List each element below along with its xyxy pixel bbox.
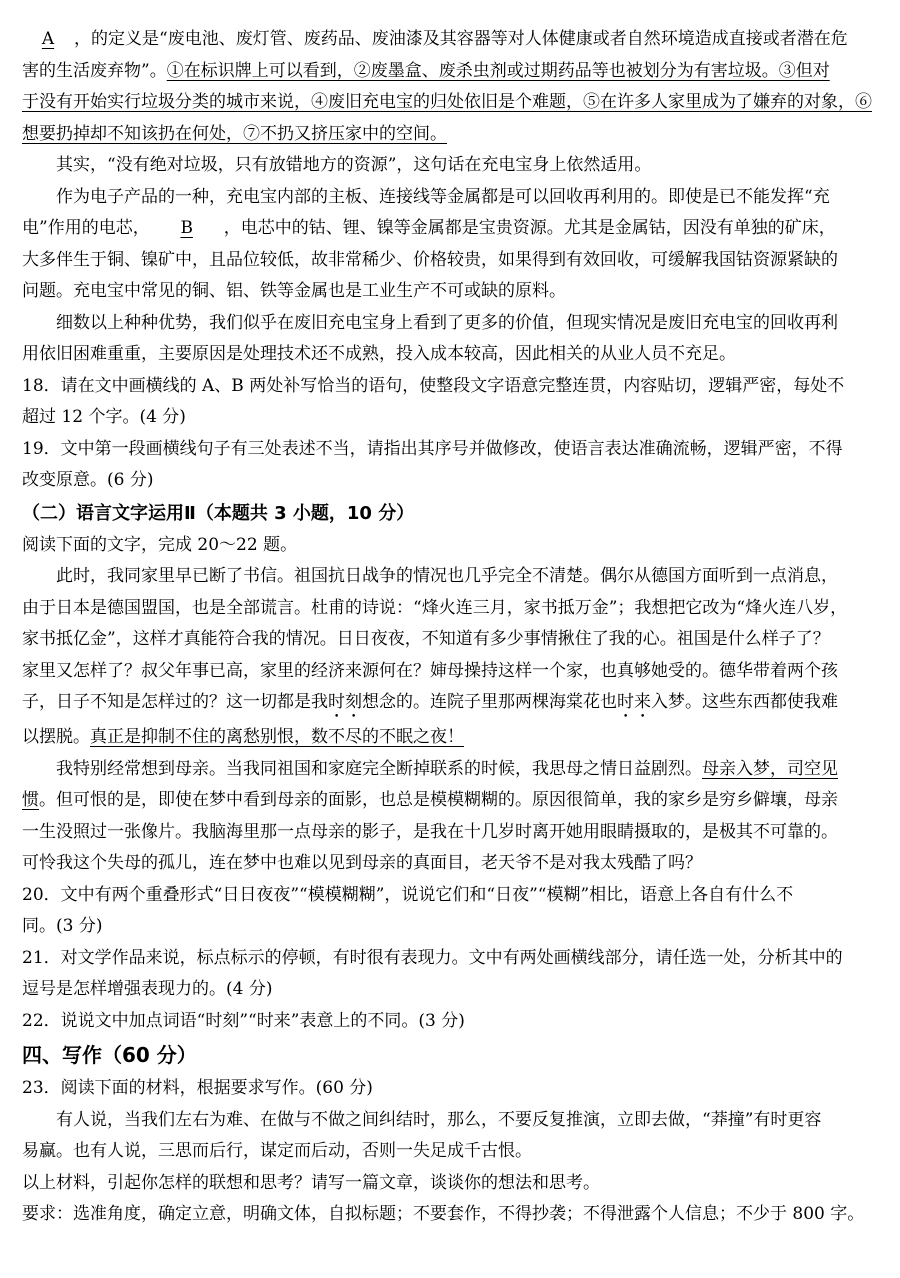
- text: 想念的。连院子里那两棵海棠花也: [362, 692, 617, 712]
- dotted-word-shike: 时刻: [328, 692, 362, 712]
- question-23: 23．阅读下面的材料，根据要求写作。(60 分): [22, 1078, 373, 1098]
- passage-line: [22, 24, 886, 56]
- passage-line: 家里又怎样了？叔父年事已高，家里的经济来源何在？婶母操持这样一个家，也真够她受的。德华带着两个孩: [22, 660, 838, 681]
- underlined-phrase: 真正是抑制不住的离愁别恨，数不尽的不眠之夜！: [90, 727, 464, 747]
- text: ，电芯中的钴、锂、镍等金属都是宝贵资源。尤其是金属钴，因没有单独的矿床，: [223, 218, 836, 238]
- material-prompt: 以上材料，引起你怎样的联想和思考？请写一篇文章，谈谈你的想法和思考。: [22, 1172, 600, 1193]
- question-19: 19．文中第一段画横线句子有三处表述不当，请指出其序号并做修改，使语言表达准确流畅，逻辑严密，不得: [22, 438, 843, 459]
- text: 入梦。这些东西都使我难: [651, 692, 838, 712]
- passage-line: [22, 213, 886, 245]
- underlined-sentence: 于没有开始实行垃圾分类的城市来说，④废旧充电宝的归处依旧是个难题，⑤在许多人家里成为了嫌弃的对象，⑥: [22, 92, 872, 112]
- underlined-phrase: 母亲入梦，司空见: [702, 758, 838, 779]
- passage-line: 细数以上种种优势，我们似乎在废旧充电宝身上看到了更多的价值，但现实情况是废旧充电宝的回收再利: [56, 312, 838, 333]
- underlined-phrase: 惯: [22, 790, 39, 810]
- material-line: 有人说，当我们左右为难、在做与不做之间纠结时，那么，不要反复推演，立即去做，“莽撞”有时更容: [56, 1109, 822, 1130]
- text: 电”作用的电芯，: [22, 218, 150, 238]
- underlined-sentence: ①在标识牌上可以看到，②废墨盒、废杀虫剂或过期药品等也被划分为有害垃圾。③但对: [166, 60, 830, 81]
- text: 我特别经常想到母亲。当我同祖国和家庭完全断掉联系的时候，我思母之情日益剧烈。: [56, 758, 702, 779]
- text: 。但可恨的是，即使在梦中看到母亲的面影，也总是模模糊糊的。原因很简单，我的家乡是穷乡僻壤，母亲: [39, 790, 838, 810]
- text: ，的定义是“废电池、废灯管、废药品、废油漆及其容器等对人体健康或者自然环境造成直接或者潜在危: [74, 29, 848, 49]
- passage-line: [22, 56, 886, 88]
- question-21: 21．对文学作品来说，标点标示的停顿，有时很有表现力。文中有两处画横线部分，请任选一处，分析其中的: [22, 947, 843, 968]
- section-heading-writing: 四、写作（60 分）: [22, 1043, 197, 1067]
- passage-line: [22, 87, 886, 119]
- question-22: 22．说说文中加点词语“时刻”“时来”表意上的不同。(3 分): [22, 1010, 465, 1031]
- passage-line: 问题。充电宝中常见的铜、铝、铁等金属也是工业生产不可或缺的原料。: [22, 281, 566, 301]
- passage-line: [22, 687, 886, 722]
- text: 害的生活废弃物”。: [22, 60, 167, 81]
- question-20: 20．文中有两个重叠形式“日日夜夜”“模模糊糊”，说说它们和“日夜”“模糊”相比，语意上各自有什么不: [22, 884, 794, 905]
- question-18-cont: 超过 12 个字。(4 分): [22, 407, 186, 427]
- question-19-cont: 改变原意。(6 分): [22, 470, 154, 490]
- passage-line: 由于日本是德国盟国，也是全部谎言。杜甫的诗说：“烽火连三月，家书抵万金”；我想把它改为“烽火连八岁，: [22, 597, 848, 618]
- question-18: 18．请在文中画横线的 A、B 两处补写恰当的语句，使整段文字语意完整连贯，内容贴切，逻辑严密，每处不: [22, 375, 845, 396]
- passage-line: 作为电子产品的一种，充电宝内部的主板、连接线等金属都是可以回收再利用的。即使是已不能发挥“充: [56, 186, 830, 207]
- passage-line: 一生没照过一张像片。我脑海里那一点母亲的影子，是我在十几岁时离开她用眼睛摄取的，是极其不可靠的。: [22, 821, 838, 842]
- underlined-sentence: 想要扔掉却不知该扔在何处，⑦不扔又挤压家中的空间。: [22, 123, 447, 144]
- question-20-cont: 同。(3 分): [22, 916, 103, 936]
- text: 以摆脱。: [22, 727, 90, 747]
- blank-a: A: [41, 29, 55, 49]
- passage-line: [22, 119, 886, 151]
- passage-line: 可怜我这个失母的孤儿，连在梦中也难以见到母亲的真面目，老天爷不是对我太残酷了吗？: [22, 853, 702, 873]
- section-heading: （二）语言文字运用Ⅱ（本题共 3 小题，10 分）: [22, 502, 415, 524]
- passage-line: 家书抵亿金”，这样才真能符合我的情况。日日夜夜，不知道有多少事情揪住了我的心。祖国是什么样子了？: [22, 629, 830, 649]
- passage-line: 用依旧困难重重，主要原因是处理技术还不成熟，投入成本较高，因此相关的从业人员不充足。: [22, 344, 736, 364]
- question-21-cont: 逗号是怎样增强表现力的。(4 分): [22, 979, 273, 999]
- text: 子，日子不知是怎样过的？这一切都是我: [22, 692, 328, 712]
- passage-line: [22, 754, 886, 786]
- passage-line: [22, 785, 886, 817]
- passage-line: [22, 722, 886, 754]
- writing-requirements: 要求：选准角度，确定立意，明确文体，自拟标题；不要套作，不得抄袭；不得泄露个人信息；不少于 800 字。: [22, 1204, 865, 1224]
- passage-line: 其实，“没有绝对垃圾，只有放错地方的资源”，这句话在充电宝身上依然适用。: [56, 155, 652, 175]
- blank-b: B: [180, 218, 193, 238]
- passage-line: 此时，我同家里早已断了书信。祖国抗日战争的情况也几乎完全不清楚。偶尔从德国方面听到一点消息，: [56, 566, 838, 586]
- dotted-word-shilai: 时来: [617, 692, 651, 712]
- section-instruction: 阅读下面的文字，完成 20～22 题。: [22, 534, 298, 555]
- material-line: 易赢。也有人说，三思而后行，谋定而后动，否则一失足成千古恨。: [22, 1141, 532, 1161]
- passage-line: 大多伴生于铜、镍矿中，且品位较低，故非常稀少、价格较贵，如果得到有效回收，可缓解我国钴资源紧缺的: [22, 249, 838, 270]
